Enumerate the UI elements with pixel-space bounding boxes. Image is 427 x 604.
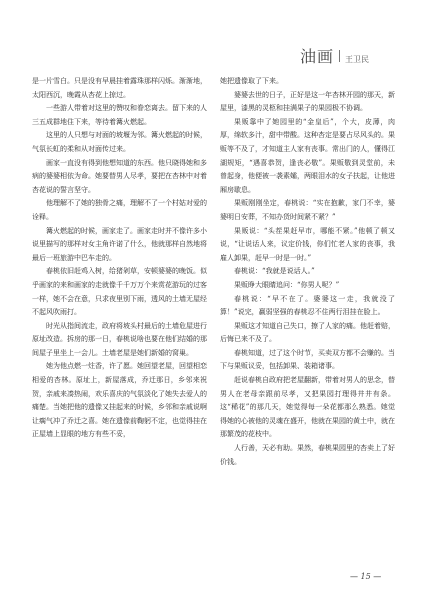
paragraph: 果贩靠中了她园里的“金皇后”，个大，皮薄，肉厚，绵软多汁，甜中带酸。这种杏定是要占尽风头的。果贩等不及了，才知道主人家有丧事。常出门的人，懂得江湖规矩，“遇喜恭贺，逢丧必敬”。果贩敬到灵堂前，未曾起身，他便被一袭素孀，两眼泪水的女子扶起，让他进厢房歇息。 bbox=[220, 117, 395, 194]
author-name: 王卫民 bbox=[345, 55, 370, 64]
paragraph: 果贩这才知道自己失口，擦了人家的痛。他赶着赔，后悔已来不及了。 bbox=[220, 321, 395, 344]
section-title: 油画 bbox=[300, 47, 335, 66]
paragraph: 人行善，天必有助。果然，春桃果园里的杏卖上了好价钱。 bbox=[220, 444, 395, 466]
paragraph: 画家一直没有得到他想知道的东西。他只晓得她和多病的婆婆相依为命。她要替男人尽孝，要把在杏林中对着杏花说的誓言坚守。 bbox=[32, 158, 207, 194]
paragraph: 春桃说：“早不在了。婆婆这一走，我就没了算！”说完，羸弱坚强的春桃忍不住两行泪挂在脸上。 bbox=[220, 294, 395, 317]
paragraph: 果贩刚刚坐定，春桃说：“实在抱歉，家门不幸，婆婆明日安葬，不知办货时间紧不紧？” bbox=[220, 199, 395, 221]
paragraph: 果贩睁大眼睛追问：“你男人呢？” bbox=[234, 280, 340, 289]
paragraph: 是一片雪白。只是没有早晨挂着露珠那样闪烁。渐渐地，太阳西沉，晚霞从杏花上掠过。 bbox=[32, 77, 207, 99]
paragraph: 婆婆去世的日子，正好是这一年杏林开园的那天，新屋里，漆黑的灵柩和挂满果子的果园极不协调。 bbox=[220, 90, 395, 113]
left-column bbox=[32, 75, 207, 442]
paragraph: 他理解不了她的独骨之痛，理解不了一个村姑对爱的诠释。 bbox=[32, 199, 207, 221]
paragraph: 赶说春桃自政府把老屋翻新，带着对男人的思念，替男人在老母亲跟前尽孝，又把果园打理得井井有条。这“稀花”的那几天，她觉得每一朵花都那么熟悉。她觉得她的心被他的灵魂在盛开，他就在果园的黄土中，就在那繁茂的花枝中。 bbox=[220, 376, 395, 439]
paragraph: 春桃依旧赶鸡入树，给猪剁草，安顿婆婆的晚饭。似乎画家的来和画家的走就像千千万万个来赏花游玩的过客一样，她不会在意，只求夜里别下雨，透风的土墙无屋经不起风吹雨打。 bbox=[32, 267, 207, 317]
page-header bbox=[300, 44, 369, 64]
paragraph: 果贩说：“头茬果赶早市，哪能不紧。”他顿了顿又说，“让说话人来，议定价钱，你们忙老人家的丧事，我雇人卸果，赶早一时是一时。” bbox=[220, 226, 395, 262]
paragraph: 这里的人只想与对面的坡堰为邻。篝火燃起的时候，气氛长虹的柔和从对面传过来。 bbox=[32, 131, 207, 153]
paragraph: 春桃知道，过了这个时节，买卖双方都不会赚的。当下与果贩议妥，包括卸果、装箱诸事。 bbox=[220, 348, 395, 371]
paragraph: 篝火燃起的时候，画家走了。画家走时并不像许多小说里描写的那样对女主角许诺了什么，他就那样自然地将最后一班旅游中巴车走的。 bbox=[32, 226, 207, 262]
paragraph: 时光从指间流走，政府将坡头村最后的土墙危屋进行原址改造。拆房的那一日，春桃说啥也要在他们结婚的那间屋子里坐上一会儿。土墙老屋是她们新婚的窝巢。 bbox=[32, 321, 207, 357]
header-divider bbox=[339, 50, 340, 62]
paragraph: 她把遗像取了下来。 bbox=[220, 77, 283, 85]
paragraph: 她为他点燃一炷香，许了愿。她回望老屋，回望相恋相爱的杏林。原址上，新屋落成，乔迁那日，乡邻来祝贺，亲戚来凑热闹，欢乐喜庆的气氛淡化了她失去爱人的痛楚。当她把他的遗像又挂起来的时候，乡邻和亲戚说啊让瘸气冲了乔迁之喜。她在遗像前鞠躬不定，也觉得挂在正屋墙上显眼的地方有些不妥， bbox=[32, 362, 207, 439]
paragraph: 春桃说：“我就是说话人。” bbox=[234, 267, 315, 276]
right-column bbox=[220, 75, 395, 469]
page-number: — 15 — bbox=[350, 572, 382, 581]
paragraph: 一些游人带着对这里的赞叹和眷恋离去。留下来的人三五成群地住下来，等待着篝火燃起。 bbox=[32, 104, 207, 126]
